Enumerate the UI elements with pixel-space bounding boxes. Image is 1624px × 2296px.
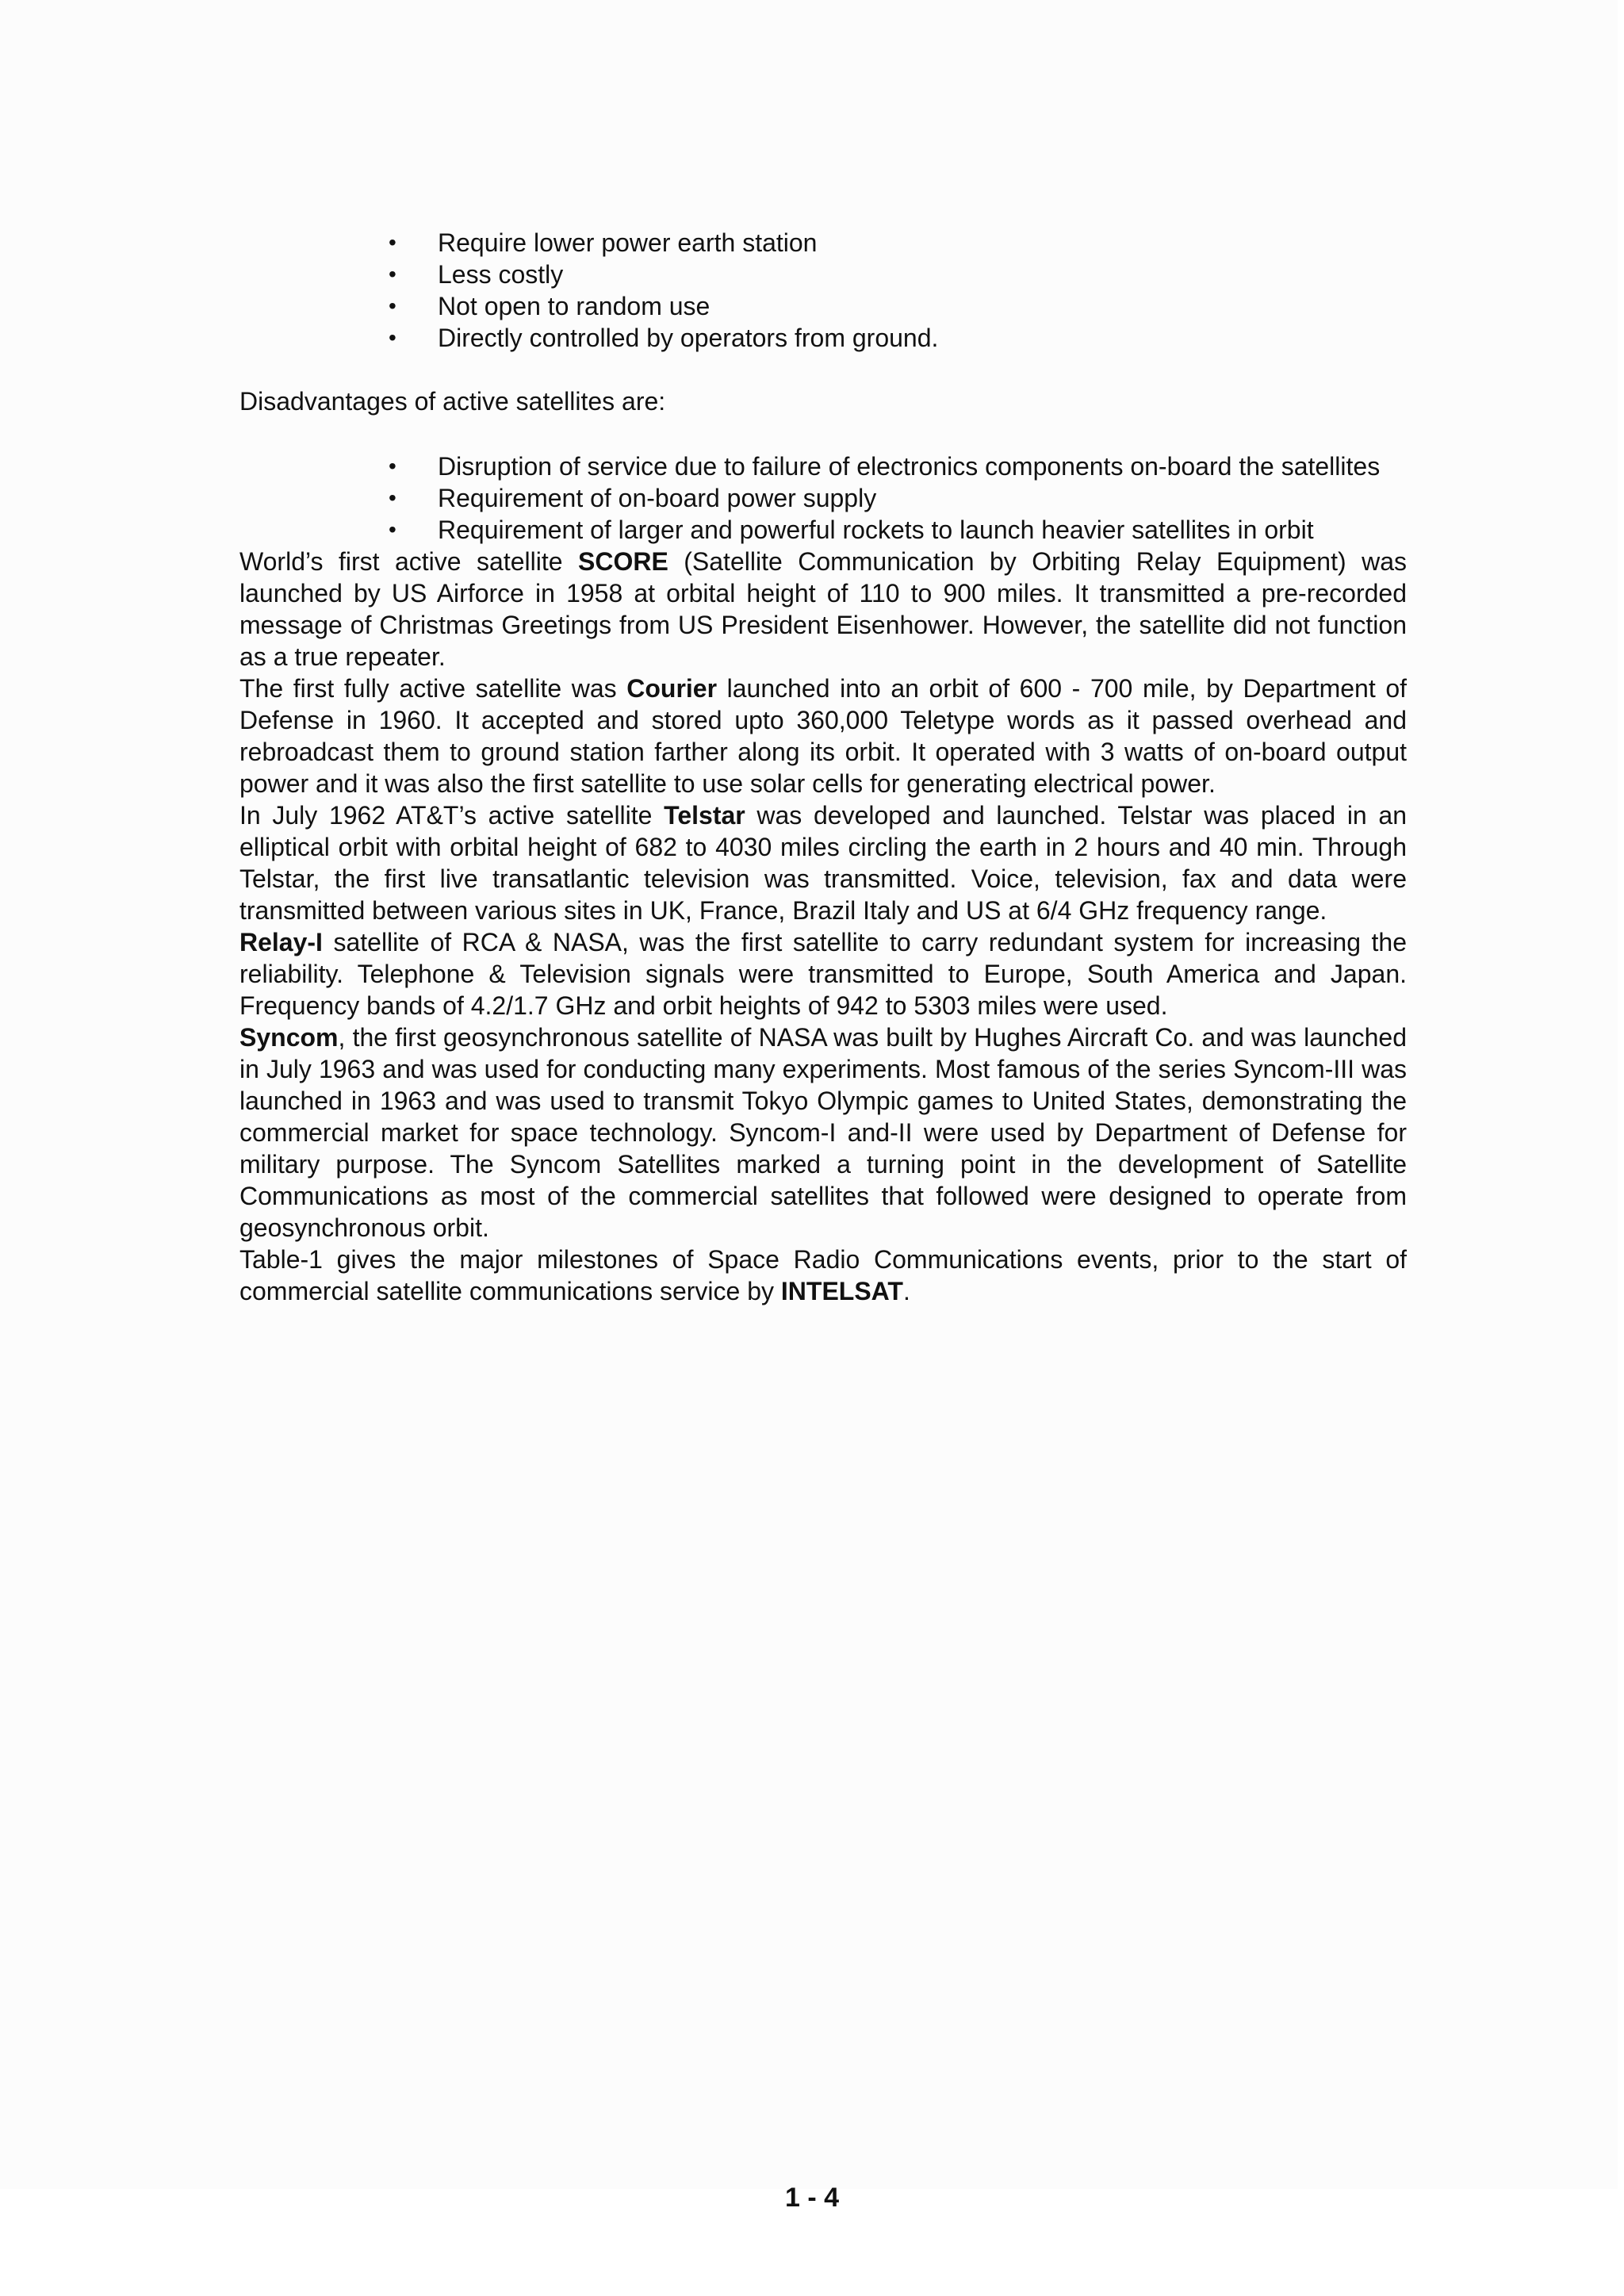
document-body bbox=[239, 227, 1407, 1307]
table-text-after: . bbox=[902, 1277, 910, 1305]
courier-satellite-name: Courier bbox=[626, 674, 718, 703]
disadvantages-intro: Disadvantages of active satellites are: bbox=[239, 387, 666, 416]
relay-paragraph bbox=[239, 926, 1407, 1022]
telstar-text-before: In July 1962 AT&T’s active satellite bbox=[239, 801, 665, 830]
score-paragraph bbox=[239, 546, 1407, 673]
score-satellite-name: SCORE bbox=[578, 547, 668, 576]
list-item: • Requirement of larger and powerful rockets to launch heavier satellites in orbit bbox=[438, 514, 1407, 546]
telstar-satellite-name: Telstar bbox=[664, 801, 745, 830]
courier-text-before: The first fully active satellite was bbox=[239, 674, 627, 703]
syncom-text-after: , the first geosynchronous satellite of NASA was built by Hughes Aircraft Co. and was launched in July 1963 and was used for conducting many experiments. Most famous of the series Syncom-III was launched in 1963 and was used to transmit Tokyo Olympic games to United States, demonstrating the commercial market for space technology. Syncom-I and-II were used by Department of Defense for military purpose. The Syncom Satellites marked a turning point in the development of Satellite Communications as most of the commercial satellites that followed were designed to operate from geosynchronous orbit. bbox=[239, 1023, 1407, 1242]
score-text-after: (Satellite Communication by Orbiting Relay Equipment) was launched by US Airforce in 1958 at orbital height of 110 to 900 miles. It transmitted a pre-recorded message of Christmas Greetings from US President Eisenhower. However, the satellite did not function as a true repeater. bbox=[239, 547, 1408, 671]
telstar-paragraph bbox=[239, 799, 1407, 926]
relay-satellite-name: Relay-I bbox=[239, 928, 323, 956]
score-text-before: World’s first active satellite bbox=[239, 547, 578, 576]
list-item: • Requirement of on-board power supply bbox=[438, 482, 1407, 514]
relay-text-after: satellite of RCA & NASA, was the first satellite to carry redundant system for increasing the reliability. Telephone & Television signals were transmitted to Europe, South America and Japan. Frequency bands of 4.2/1.7 GHz and orbit heights of 942 to 5303 miles were used. bbox=[239, 928, 1407, 1020]
disadvantages-list bbox=[239, 450, 1407, 546]
table-text-before: Table-1 gives the major milestones of Space Radio Communications events, prior to the start of commercial satellite communications service by bbox=[239, 1245, 1407, 1305]
page-number: 1 - 4 bbox=[784, 2183, 840, 2213]
telstar-text-after: was developed and launched. Telstar was placed in an elliptical orbit with orbital height of 682 to 4030 miles circling the earth in 2 hours and 40 min. Through Telstar, the first live transatlantic television was transmitted. Voice, television, fax and data were transmitted between various sites in UK, France, Brazil Italy and US at 6/4 GHz frequency range. bbox=[239, 801, 1408, 925]
list-item: • Less costly bbox=[438, 259, 1407, 290]
syncom-satellite-name: Syncom bbox=[239, 1023, 339, 1052]
syncom-paragraph bbox=[239, 1022, 1407, 1244]
advantages-list bbox=[239, 227, 1407, 354]
intelsat-name: INTELSAT bbox=[780, 1277, 903, 1305]
list-item: • Not open to random use bbox=[438, 290, 1407, 322]
courier-paragraph bbox=[239, 673, 1407, 799]
courier-text-after: launched into an orbit of 600 - 700 mile, by Department of Defense in 1960. It accepted and stored upto 360,000 Teletype words as it passed overhead and rebroadcast them to ground station farther along its orbit. It operated with 3 watts of on-board output power and it was also the first satellite to use solar cells for generating electrical power. bbox=[239, 674, 1407, 798]
list-item: • Disruption of service due to failure of electronics components on-board the satellites bbox=[438, 450, 1407, 482]
list-item: • Require lower power earth station bbox=[438, 227, 1407, 259]
list-item: • Directly controlled by operators from ground. bbox=[438, 322, 1407, 354]
table-reference-paragraph bbox=[239, 1244, 1407, 1307]
